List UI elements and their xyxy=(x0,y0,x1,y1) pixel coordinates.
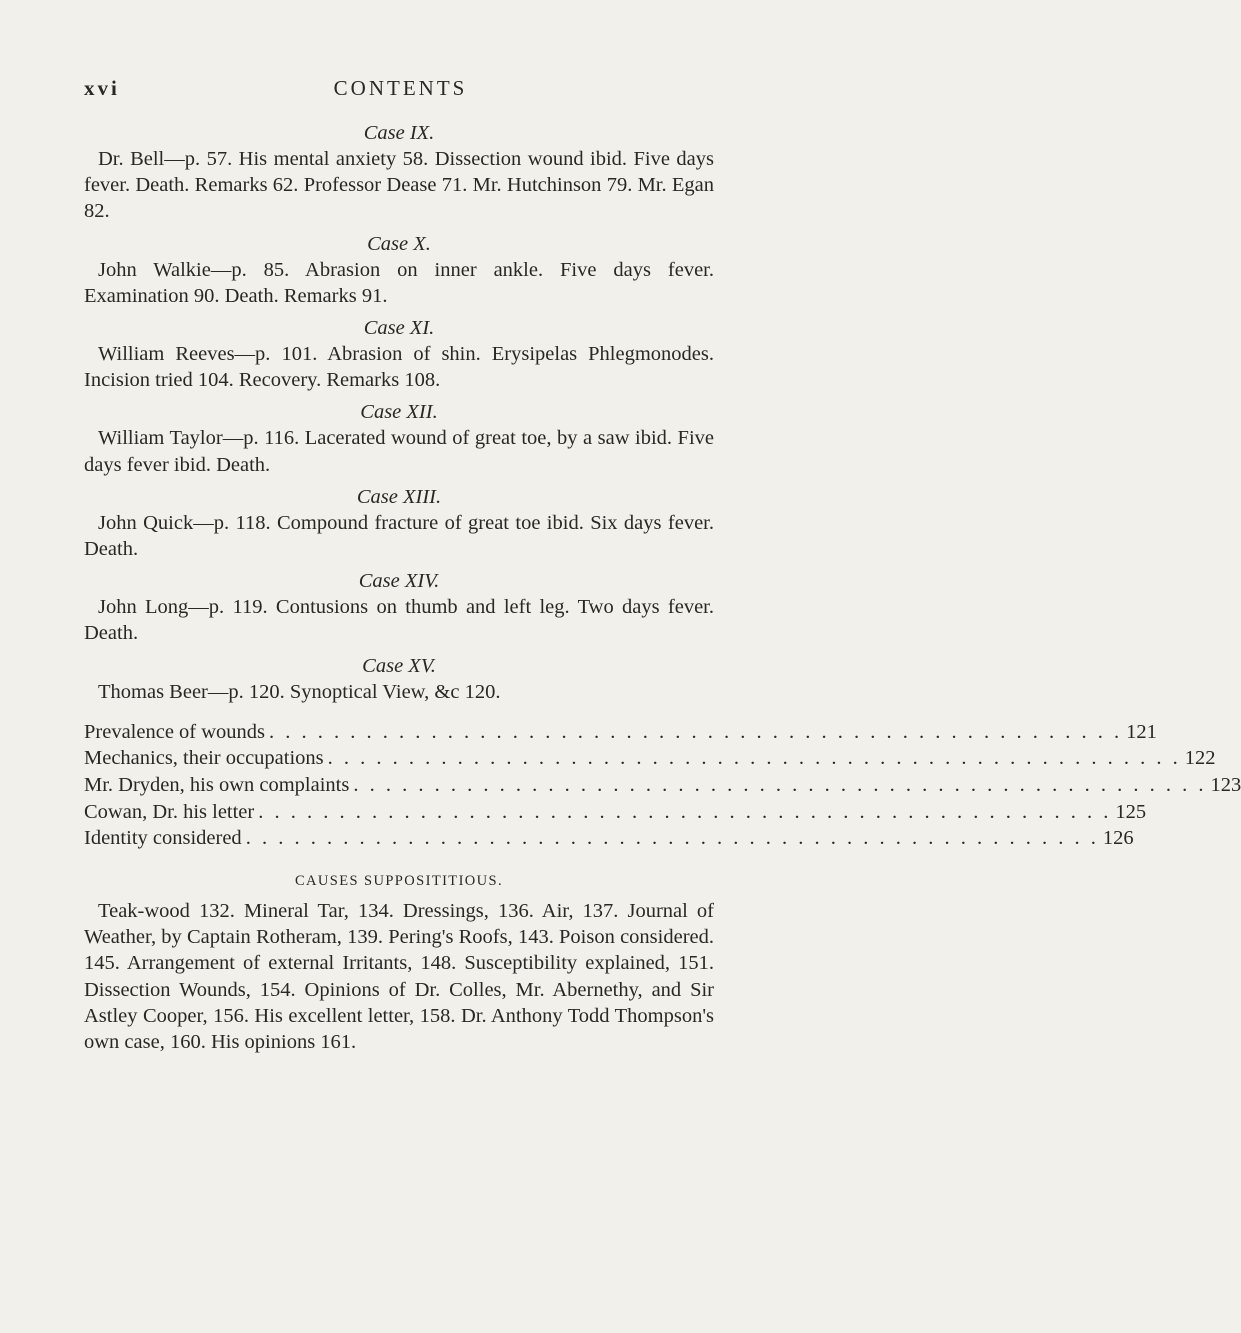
dot-leader: . . . . . . . . . . . . . . . . . . . . . . . . . . . . . . . . . . . . . . . . . . . . . . . . . . . . . xyxy=(269,720,1123,743)
case-summary: John Walkie—p. 85. Abrasion on inner ankle. Five days fever. Examination 90. Death. Remarks 91. xyxy=(84,258,714,307)
toc-entry-label: Mr. Dryden, his own complaints xyxy=(84,774,350,797)
contents-body xyxy=(84,120,1241,1055)
page-number: xvi xyxy=(84,76,120,100)
toc-entry-label: Prevalence of wounds xyxy=(84,720,266,743)
toc-entry-page: 122 xyxy=(1184,747,1216,770)
toc-entry xyxy=(84,745,1216,772)
toc-entry-page: 126 xyxy=(1102,827,1134,850)
toc-entry xyxy=(84,772,1241,799)
case-heading: Case IX. xyxy=(363,122,435,144)
case-heading: Case XI. xyxy=(363,317,435,340)
case-summary: John Long—p. 119. Contusions on thumb and left leg. Two days fever. Death. xyxy=(84,596,714,645)
dot-leader: . . . . . . . . . . . . . . . . . . . . . . . . . . . . . . . . . . . . . . . . . . . . . . . . . . . . . xyxy=(245,827,1099,850)
case-summary: John Quick—p. 118. Compound fracture of great toe ibid. Six days fever. Death. xyxy=(84,511,714,561)
toc-entry xyxy=(84,719,1157,746)
toc-entry-page: 121 xyxy=(1126,720,1157,743)
toc-entry-label: Mechanics, their occupations xyxy=(84,747,324,770)
running-head xyxy=(84,76,717,106)
toc-entry-label: Cowan, Dr. his letter xyxy=(84,800,255,823)
case-summary: William Taylor—p. 116. Lacerated wound of great toe, by a saw ibid. Five days fever ibid. Death. xyxy=(84,427,714,476)
case-heading: Case XIV. xyxy=(358,570,440,593)
section-summary: Teak-wood 132. Mineral Tar, 134. Dressings, 136. Air, 137. Journal of Weather, by Captain Rotheram, 139. Pering's Roofs, 143. Poison considered. 145. Arrangement of external Irritants, 148. Susceptibility explained, 151. Dissection Wounds, 154. Opinions of Dr. Colles, Mr. Abernethy, and Sir Astley Cooper, 156. His excellent letter, 158. Dr. Anthony Todd Thompson's own case, 160. His opinions 161. xyxy=(84,900,714,1054)
case-summary: Thomas Beer—p. 120. Synoptical View, &c 120. xyxy=(98,680,501,703)
case-heading: Case XV. xyxy=(362,654,436,677)
running-title: CONTENTS xyxy=(333,76,468,100)
toc-entry-page: 125 xyxy=(1115,800,1147,823)
dot-leader: . . . . . . . . . . . . . . . . . . . . . . . . . . . . . . . . . . . . . . . . . . . . . . . . . . . . . xyxy=(258,800,1112,823)
case-heading: Case XIII. xyxy=(356,485,442,508)
case-heading: Case XII. xyxy=(360,401,438,424)
toc-entry-label: Identity considered xyxy=(84,827,242,850)
dot-leader: . . . . . . . . . . . . . . . . . . . . . . . . . . . . . . . . . . . . . . . . . . . . . . . . . . . . . xyxy=(353,774,1207,797)
toc-entry-page: 123 xyxy=(1210,774,1241,797)
toc-entry xyxy=(84,825,1134,852)
toc-list xyxy=(84,719,1241,852)
dot-leader: . . . . . . . . . . . . . . . . . . . . . . . . . . . . . . . . . . . . . . . . . . . . . . . . . . . . . xyxy=(327,747,1181,770)
case-summary: Dr. Bell—p. 57. His mental anxiety 58. Dissection wound ibid. Five days fever. Death. Remarks 62. Professor Dease 71. Mr. Hutchinson 79. Mr. Egan 82. xyxy=(84,148,714,223)
case-heading: Case X. xyxy=(367,232,431,255)
case-summary: William Reeves—p. 101. Abrasion of shin. Erysipelas Phlegmonodes. Incision tried 104. Recovery. Remarks 108. xyxy=(84,343,714,392)
toc-entry xyxy=(84,799,1147,826)
section-heading: CAUSES SUPPOSITITIOUS. xyxy=(294,872,504,889)
